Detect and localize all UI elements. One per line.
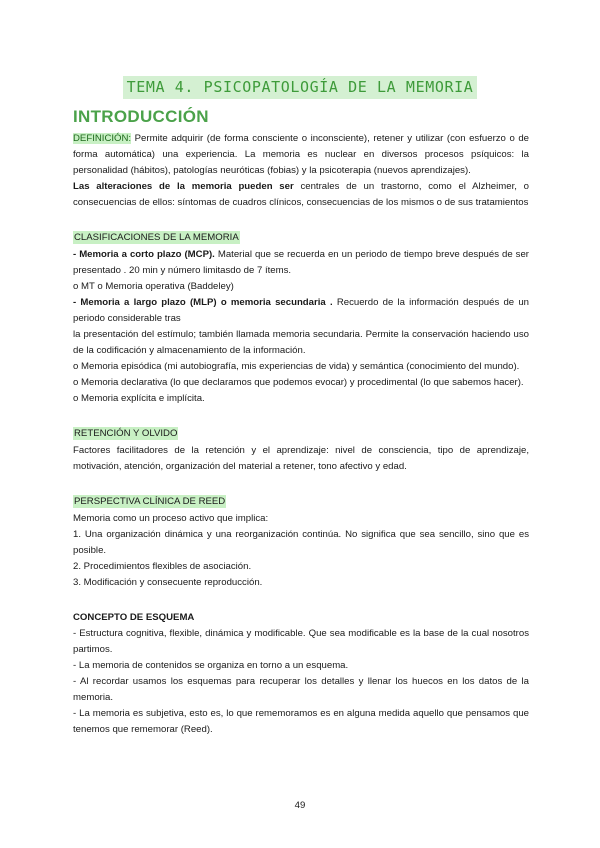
reed-item-3: 3. Modificación y consecuente reproducción. [73,577,263,588]
mcp-bold-text: - Memoria a corto plazo (MCP). [73,249,215,260]
reed-item-2: 2. Procedimientos flexibles de asociación. [73,561,252,572]
mlp-paragraph [73,295,529,327]
esquema-item-4: - La memoria es subjetiva, esto es, lo que rememoramos es en alguna medida aquello que pensamos que tenemos que rememorar (Reed). [73,708,529,735]
definition-label: DEFINICIÓN: [73,133,132,144]
page-content [73,106,529,738]
alterations-paragraph [73,179,529,211]
explicit-memory-paragraph: o Memoria explícita e implícita. [73,393,205,404]
mlp-bold-text: - Memoria a largo plazo (MLP) o memoria secundaria . [73,297,333,308]
title-wrapper [0,76,600,99]
section-heading-introduccion: INTRODUCCIÓN [73,107,209,126]
esquema-item-3: - Al recordar usamos los esquemas para recuperar los detalles y llenar los huecos en los datos de la memoria. [73,676,529,703]
page-number: 49 [294,800,306,811]
section-heading-reed [73,494,529,510]
page-title: TEMA 4. PSICOPATOLOGÍA DE LA MEMORIA [123,76,478,99]
esquema-item-1: - Estructura cognitiva, flexible, dinámica y modificable. Que sea modificable es la base de la cual nosotros partimos. [73,628,529,655]
mlp-continuation-paragraph: la presentación del estímulo; también llamada memoria secundaria. Permite la conservación haciendo uso de la codificación y almacenamiento de la información. [73,329,529,356]
definition-paragraph [73,131,529,179]
retencion-paragraph: Factores facilitadores de la retención y el aprendizaje: nivel de consciencia, tipo de aprendizaje, motivación, atención, organización del material a retener, tono afectivo y edad. [73,445,529,472]
clasificaciones-heading-text: CLASIFICACIONES DE LA MEMORIA [74,232,239,243]
section-heading-esquema: CONCEPTO DE ESQUEMA [73,612,195,623]
mt-paragraph: o MT o Memoria operativa (Baddeley) [73,281,234,292]
definition-text: Permite adquirir (de forma consciente o inconsciente), retener y utilizar (con esfuerzo o de forma automática) una experiencia. La memoria es nuclear en diversos procesos psíquicos: la personalidad (hábitos), patologías neuróticas (fobias) y la psicoterapia (nuevos aprendizajes). [73,133,529,176]
reed-heading-text: PERSPECTIVA CLÍNICA DE REED [74,496,226,507]
section-heading-retencion [73,426,529,442]
mlp-text: Recuerdo de la información después de un periodo considerable tras [73,297,529,324]
alterations-bold-text: Las alteraciones de la memoria pueden ser [73,181,294,192]
reed-intro-paragraph: Memoria como un proceso activo que implica: [73,513,269,524]
mcp-paragraph [73,247,529,279]
mcp-text: Material que se recuerda en un periodo de tiempo breve después de ser presentado . 20 min y número limitasdo de 7 ítems. [73,249,530,276]
episodic-memory-paragraph: o Memoria episódica (mi autobiografía, mis experiencias de vida) y semántica (conocimiento del mundo). [73,361,520,372]
section-heading-clasificaciones [73,230,529,246]
esquema-item-2: - La memoria de contenidos se organiza en torno a un esquema. [73,660,349,671]
retencion-heading-text: RETENCIÓN Y OLVIDO [74,428,178,439]
declarative-memory-paragraph: o Memoria declarativa (lo que declaramos que podemos evocar) y procedimental (lo que sabemos hacer). [73,377,524,388]
reed-item-1: 1. Una organización dinámica y una reorganización continúa. No significa que sea sencillo, sino que es posible. [73,529,529,556]
alterations-text: centrales de un trastorno, como el Alzheimer, o consecuencias de ellos: síntomas de cuadros clínicos, consecuencias de los mismos o de sus tratamientos [73,181,530,208]
